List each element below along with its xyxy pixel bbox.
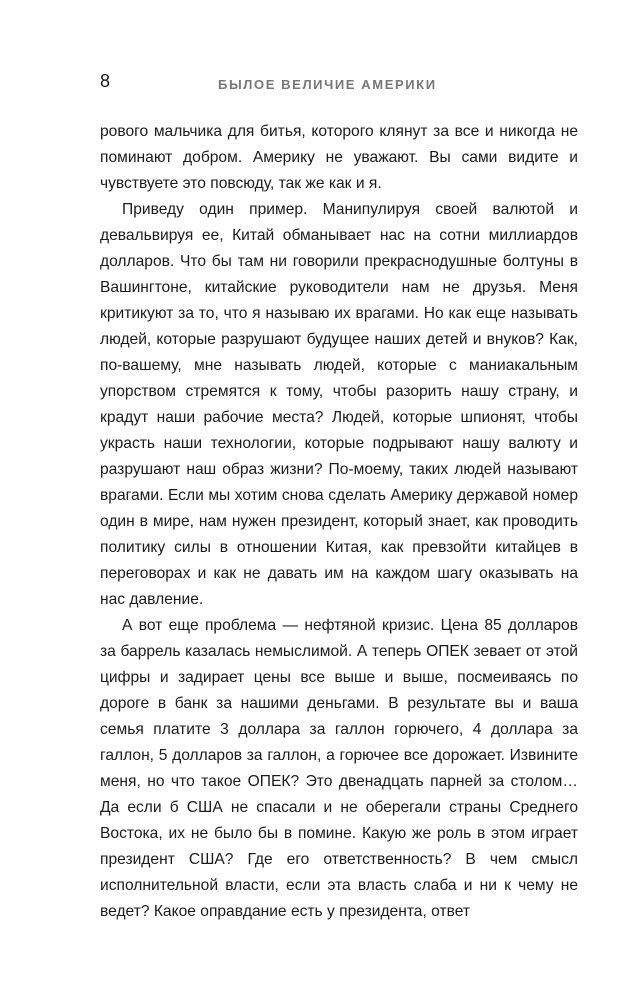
body-text <box>100 119 578 925</box>
paragraph-2: Приведу один пример. Манипулируя своей валютой и девальвируя ее, Китай обманывает нас на сотни миллиардов долларов. Что бы там ни говорили прекраснодушные болтуны в Вашингтоне, китайские руководители нам не друзья. Меня критикуют за то, что я называю их врагами. Но как еще называть людей, которые разрушают будущее наших детей и внуков? Как, по-вашему, мне называть людей, которые с маниакальным упорством стремятся к тому, чтобы разорить нашу страну, и крадут наши рабочие места? Людей, которые шпионят, чтобы украсть наши технологии, которые подрывают нашу валюту и разрушают наш образ жизни? По-моему, таких людей называют врагами. Если мы хотим снова сделать Америку державой номер один в мире, нам нужен президент, который знает, как проводить политику силы в отношении Китая, как превзойти китайцев в переговорах и как не давать им на каждом шагу оказывать на нас давление. <box>100 201 578 608</box>
paragraph-3: А вот еще проблема — нефтяной кризис. Цена 85 долларов за баррель казалась немыслимой. А теперь ОПЕК зевает от этой цифры и задирает цены все выше и выше, посмеиваясь по дороге в банк за нашими деньгами. В результате вы и ваша семья платите 3 доллара за галлон горючего, 4 доллара за галлон, 5 долларов за галлон, а горючее все дорожает. Извините меня, но что такое ОПЕК? Это двенадцать парней за столом… Да если б США не спасали и не оберегали страны Среднего Востока, их не было бы в помине. Какую же роль в этом играет президент США? Где его ответственность? В чем смысл исполнительной власти, если эта власть слаба и ни к чему не ведет? Какое оправдание есть у президента, ответ <box>100 617 578 920</box>
paragraph-1: рового мальчика для битья, которого клянут за все и никогда не поминают добром. Америку не уважают. Вы сами видите и чувствуете это повсюду, так же как и я. <box>100 123 578 192</box>
running-header-title: БЫЛОЕ ВЕЛИЧИЕ АМЕРИКИ <box>218 77 437 92</box>
page-number: 8 <box>100 71 111 91</box>
